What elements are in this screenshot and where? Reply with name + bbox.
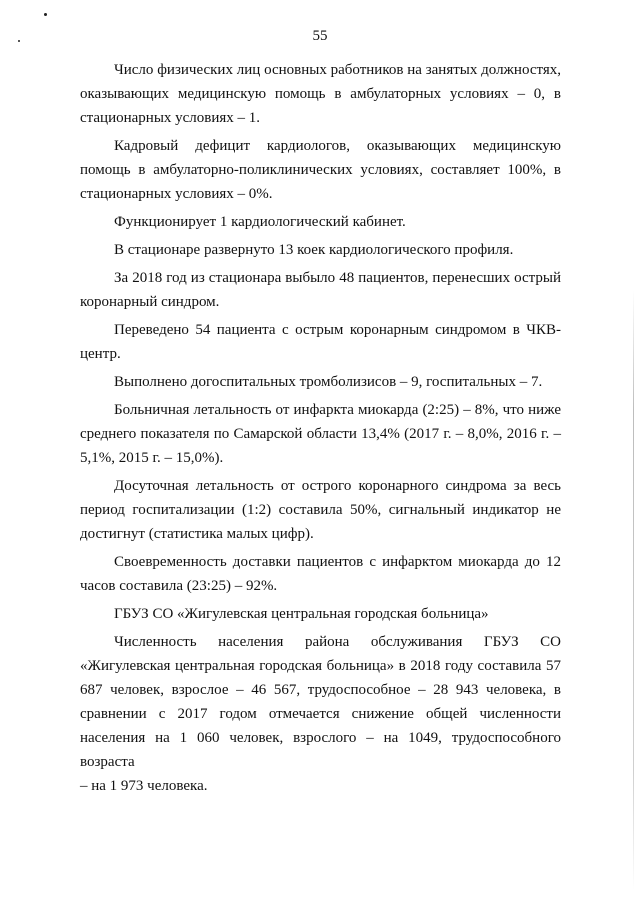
text-line: Кадровый дефицит кардиологов, оказывающих медицинскую xyxy=(114,138,561,154)
text-line: За 2018 год из стационара выбыло 48 пациентов, перенесших острый xyxy=(114,270,561,286)
paragraph xyxy=(80,550,561,598)
text-line: период госпитализации (1:2) составила 50%, сигнальный индикатор не xyxy=(80,502,561,518)
text-line: 687 человек, взрослое – 46 567, трудоспособное – 28 943 человека, в xyxy=(80,682,561,698)
text-line: населения на 1 060 человек, взрослого – на 1049, трудоспособного возраста xyxy=(80,730,561,770)
page-number: 55 xyxy=(312,28,328,44)
paragraph xyxy=(80,134,561,206)
text-line: В стационаре развернуто 13 коек кардиологического профиля. xyxy=(114,242,514,258)
paragraph xyxy=(80,318,561,366)
paragraph xyxy=(80,210,561,234)
text-line: Функционирует 1 кардиологический кабинет. xyxy=(114,214,406,230)
text-line: помощь в амбулаторно-поликлинических условиях, составляет 100%, в xyxy=(80,162,561,178)
text-line: коронарный синдром. xyxy=(80,294,220,310)
text-line: Досуточная летальность от острого коронарного синдрома за весь xyxy=(114,478,561,494)
text-line: – на 1 973 человека. xyxy=(80,778,208,794)
text-line: Переведено 54 пациента с острым коронарным синдромом в ЧКВ- xyxy=(114,322,561,338)
paragraph xyxy=(80,630,561,798)
text-line: Больничная летальность от инфаркта миокарда (2:25) – 8%, что ниже xyxy=(114,402,561,418)
text-line: сравнении с 2017 годом отмечается снижение общей численности xyxy=(80,706,561,722)
paragraph xyxy=(80,370,561,394)
paragraph xyxy=(80,602,561,626)
paragraph xyxy=(80,58,561,130)
text-line: стационарных условиях – 0%. xyxy=(80,186,273,202)
scan-edge-line xyxy=(633,290,634,890)
text-line: Численность населения района обслуживания ГБУЗ СО xyxy=(114,634,561,650)
text-line: часов составила (23:25) – 92%. xyxy=(80,578,278,594)
text-line: «Жигулевская центральная городская больница» в 2018 году составила 57 xyxy=(80,658,561,674)
text-line: достигнут (статистика малых цифр). xyxy=(80,526,314,542)
paragraph xyxy=(80,474,561,546)
paragraph xyxy=(80,398,561,470)
paragraph xyxy=(80,238,561,262)
text-line: Выполнено догоспитальных тромболизисов – 9, госпитальных – 7. xyxy=(114,374,543,390)
text-line: Число физических лиц основных работников на занятых должностях, xyxy=(114,62,561,78)
text-line: 5,1%, 2015 г. – 15,0%). xyxy=(80,450,224,466)
paragraph xyxy=(80,266,561,314)
document-body xyxy=(80,58,561,802)
text-line: ГБУЗ СО «Жигулевская центральная городская больница» xyxy=(114,606,489,622)
text-line: центр. xyxy=(80,346,121,362)
text-line: среднего показателя по Самарской области 13,4% (2017 г. – 8,0%, 2016 г. – xyxy=(80,426,561,442)
scan-speck xyxy=(44,13,47,16)
text-line: стационарных условиях – 1. xyxy=(80,110,261,126)
text-line: Своевременность доставки пациентов с инфарктом миокарда до 12 xyxy=(114,554,561,570)
text-line: оказывающих медицинскую помощь в амбулаторных условиях – 0, в xyxy=(80,86,561,102)
